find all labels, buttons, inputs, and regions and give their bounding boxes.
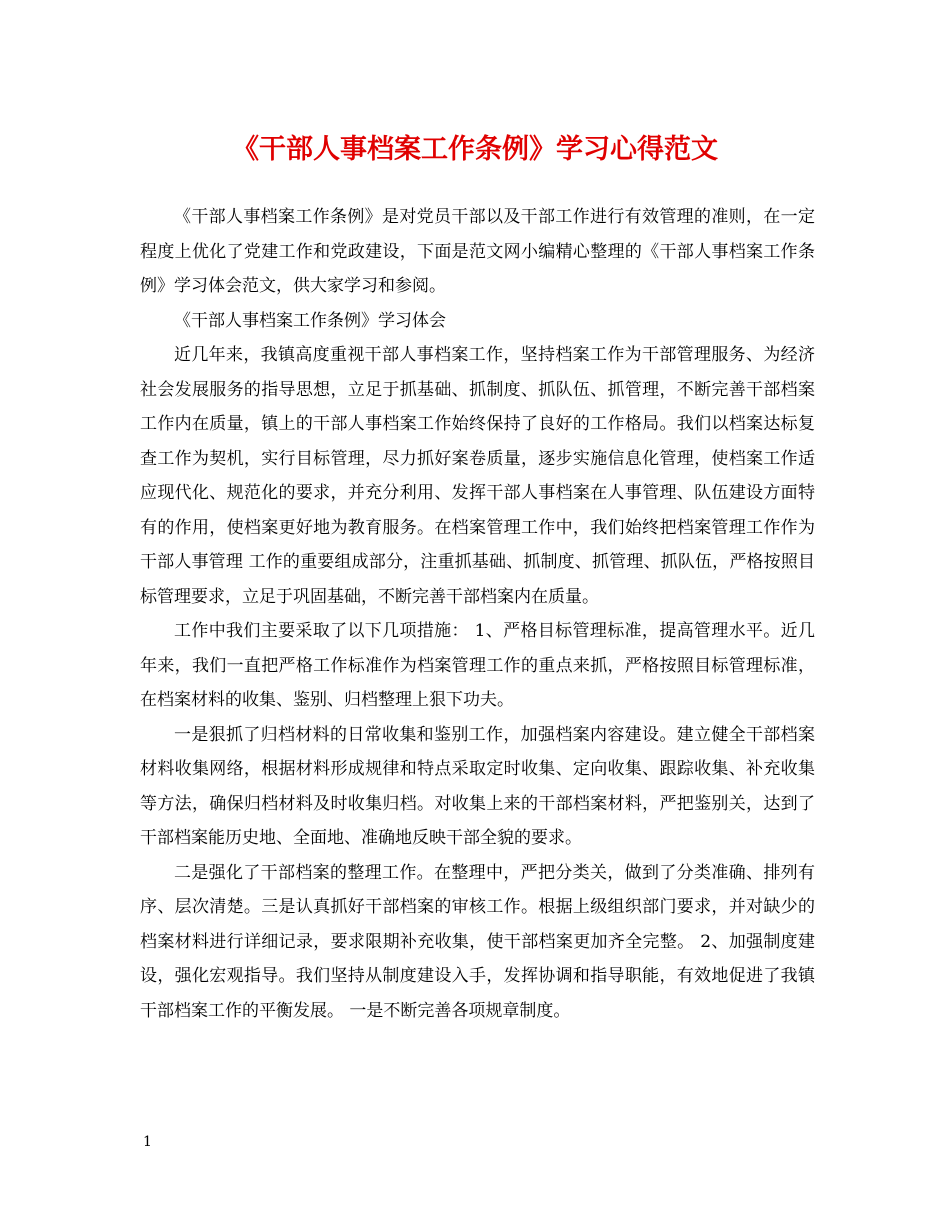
document-body — [140, 200, 815, 1028]
document-title: 《干部人事档案工作条例》学习心得范文 — [232, 134, 718, 165]
paragraph-intro: 《干部人事档案工作条例》是对党员干部以及干部工作进行有效管理的准则，在一定程度上优化了党建工作和党政建设，下面是范文网小编精心整理的《干部人事档案工作条例》学习体会范文，供大家学习和参阅。 — [140, 207, 815, 296]
paragraph-collection: 一是狠抓了归档材料的日常收集和鉴别工作，加强档案内容建设。建立健全干部档案材料收集网络，根据材料形成规律和特点采取定时收集、定向收集、跟踪收集、补充收集等方法，确保归档材料及时收集归档。对收集上来的干部档案材料，严把鉴别关，达到了干部档案能历史地、全面地、准确地反映干部全貌的要求。 — [140, 724, 815, 848]
paragraph-subheading: 《干部人事档案工作条例》学习体会 — [174, 310, 446, 331]
paragraph-measures: 工作中我们主要采取了以下几项措施： 1、严格目标管理标准，提高管理水平。近几年来，我们一直把严格工作标准作为档案管理工作的重点来抓，严格按照目标管理标准，在档案材料的收集、鉴别、归档整理上狠下功夫。 — [140, 621, 815, 710]
page-number: 1 — [143, 1134, 152, 1150]
paragraph-overview: 近几年来，我镇高度重视干部人事档案工作，坚持档案工作为干部管理服务、为经济社会发展服务的指导思想，立足于抓基础、抓制度、抓队伍、抓管理，不断完善干部档案工作内在质量，镇上的干部人事档案工作始终保持了良好的工作格局。我们以档案达标复查工作为契机，实行目标管理，尽力抓好案卷质量，逐步实施信息化管理，使档案工作适应现代化、规范化的要求，并充分利用、发挥干部人事档案在人事管理、队伍建设方面特有的作用，使档案更好地为教育服务。在档案管理工作中，我们始终把档案管理工作作为干部人事管理 工作的重要组成部分，注重抓基础、抓制度、抓管理、抓队伍，严格按照目标管理要求，立足于巩固基础，不断完善干部档案内在质量。 — [140, 345, 815, 607]
paragraph-organization: 二是强化了干部档案的整理工作。在整理中，严把分类关，做到了分类准确、排列有序、层次清楚。三是认真抓好干部档案的审核工作。根据上级组织部门要求，并对缺少的档案材料进行详细记录，要求限期补充收集，使干部档案更加齐全完整。 2、加强制度建设，强化宏观指导。我们坚持从制度建设入手，发挥协调和指导职能，有效地促进了我镇干部档案工作的平衡发展。 一是不断完善各项规章制度。 — [140, 862, 815, 1021]
